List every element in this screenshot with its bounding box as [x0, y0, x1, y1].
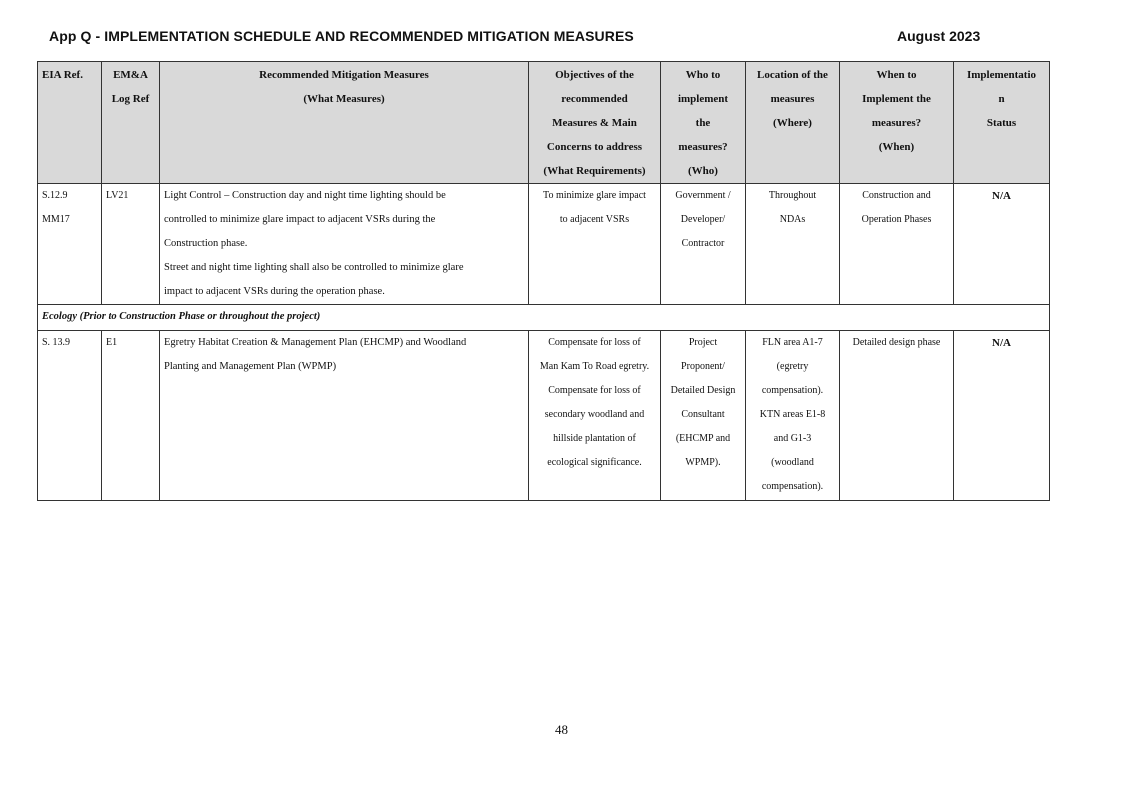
col-header-objectives: Objectives of the recommended Measures & Main Concerns to address (What Requirements): [529, 62, 661, 184]
when-cell: Detailed design phase: [840, 331, 954, 501]
status-cell: N/A: [954, 331, 1050, 501]
objectives-cell: Compensate for loss of Man Kam To Road egretry. Compensate for loss of secondary woodland and hillside plantation of ecological significance.: [529, 331, 661, 501]
col-header-who: Who to implement the measures? (Who): [661, 62, 746, 184]
section-heading-row: [38, 305, 1050, 331]
col-header-status: Implementatio n Status: [954, 62, 1050, 184]
location-cell: Throughout NDAs: [746, 184, 840, 305]
eia-ref-cell: S.12.9 MM17: [38, 184, 102, 305]
location-cell: FLN area A1-7 (egretry compensation). KTN areas E1-8 and G1-3 (woodland compensation).: [746, 331, 840, 501]
table-header-row: [38, 62, 1050, 184]
section-heading-ecology: Ecology (Prior to Construction Phase or throughout the project): [38, 305, 1050, 331]
table-row: [38, 184, 1050, 305]
document-title: App Q - IMPLEMENTATION SCHEDULE AND RECOMMENDED MITIGATION MEASURES: [49, 28, 634, 44]
status-cell: N/A: [954, 184, 1050, 305]
ema-ref-cell: LV21: [102, 184, 160, 305]
col-header-mitigation-measures: Recommended Mitigation Measures (What Measures): [160, 62, 529, 184]
who-cell: Government / Developer/ Contractor: [661, 184, 746, 305]
mitigation-measures-cell: Egretry Habitat Creation & Management Plan (EHCMP) and Woodland Planting and Management Plan (WPMP): [160, 331, 529, 501]
col-header-eia-ref: EIA Ref.: [38, 62, 102, 184]
objectives-cell: To minimize glare impact to adjacent VSRs: [529, 184, 661, 305]
col-header-ema-log-ref: EM&A Log Ref: [102, 62, 160, 184]
when-cell: Construction and Operation Phases: [840, 184, 954, 305]
eia-ref-cell: S. 13.9: [38, 331, 102, 501]
page-number: 48: [555, 722, 568, 737]
implementation-schedule-table: [37, 61, 1050, 501]
col-header-when: When to Implement the measures? (When): [840, 62, 954, 184]
who-cell: Project Proponent/ Detailed Design Consultant (EHCMP and WPMP).: [661, 331, 746, 501]
document-date: August 2023: [897, 28, 981, 44]
col-header-location: Location of the measures (Where): [746, 62, 840, 184]
table-row: [38, 331, 1050, 501]
mitigation-measures-cell: Light Control – Construction day and night time lighting should be controlled to minimize glare impact to adjacent VSRs during the Construction phase. Street and night time lighting shall also be controlled to minimize glare impact to adjacent VSRs during the operation phase.: [160, 184, 529, 305]
ema-ref-cell: E1: [102, 331, 160, 501]
